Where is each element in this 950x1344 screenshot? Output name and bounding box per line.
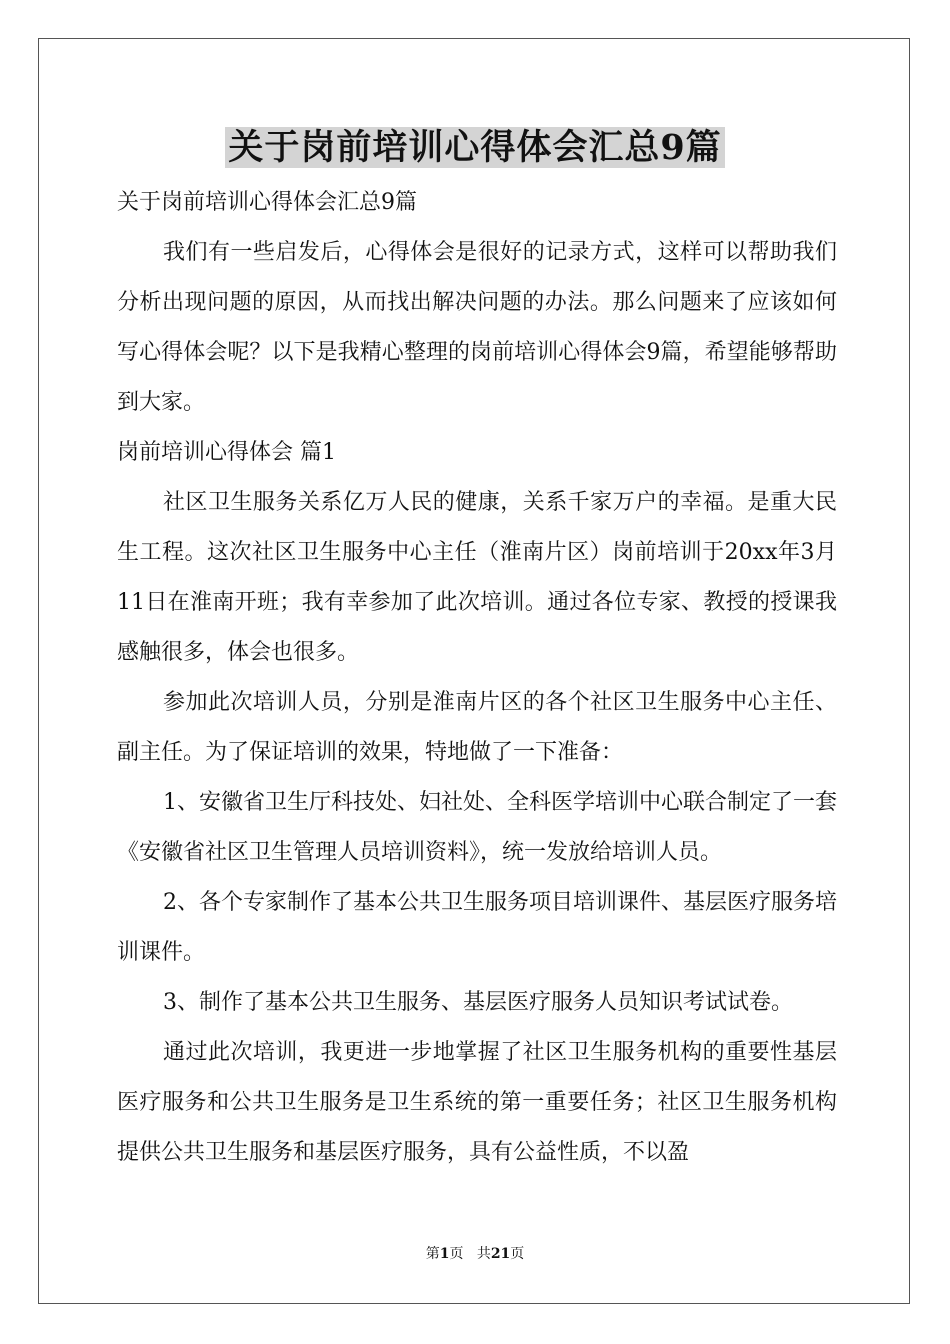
document-subtitle: 关于岗前培训心得体会汇总9篇 — [117, 190, 417, 215]
footer-total-pages: 21 — [490, 1246, 511, 1262]
page-footer — [0, 1244, 950, 1264]
body-paragraph: 2、各个专家制作了基本公共卫生服务项目培训课件、基层医疗服务培训课件。 — [117, 890, 837, 965]
body-paragraph: 社区卫生服务关系亿万人民的健康，关系千家万户的幸福。是重大民生工程。这次社区卫生服务中心主任（淮南片区）岗前培训于20xx年3月11日在淮南开班；我有幸参加了此次培训。通过各位专家、教授的授课我感触很多，体会也很多。 — [117, 490, 837, 665]
footer-page-suffix: 页 — [449, 1246, 464, 1262]
body-paragraph: 3、制作了基本公共卫生服务、基层医疗服务人员知识考试试卷。 — [163, 990, 793, 1015]
document-title-text: 关于岗前培训心得体会汇总9篇 — [225, 127, 724, 168]
body-paragraph: 通过此次培训，我更进一步地掌握了社区卫生服务机构的重要性基层医疗服务和公共卫生服务是卫生系统的第一重要任务；社区卫生服务机构提供公共卫生服务和基层医疗服务，具有公益性质，不以盈 — [117, 1040, 837, 1165]
document-body — [117, 178, 837, 1178]
footer-total-suffix: 页 — [510, 1246, 525, 1262]
footer-page-number: 1 — [439, 1246, 450, 1262]
document-title — [0, 124, 950, 172]
intro-paragraph: 我们有一些启发后，心得体会是很好的记录方式，这样可以帮助我们分析出现问题的原因，从而找出解决问题的办法。那么问题来了应该如何写心得体会呢？以下是我精心整理的岗前培训心得体会9篇，希望能够帮助到大家。 — [117, 240, 837, 415]
body-paragraph: 1、安徽省卫生厅科技处、妇社处、全科医学培训中心联合制定了一套《安徽省社区卫生管理人员培训资料》，统一发放给培训人员。 — [117, 790, 837, 865]
footer-total-prefix: 共 — [476, 1246, 491, 1262]
body-paragraph: 参加此次培训人员，分别是淮南片区的各个社区卫生服务中心主任、副主任。为了保证培训的效果，特地做了一下准备： — [117, 690, 837, 765]
footer-prefix: 第 — [425, 1246, 440, 1262]
section-heading: 岗前培训心得体会 篇1 — [117, 440, 336, 465]
